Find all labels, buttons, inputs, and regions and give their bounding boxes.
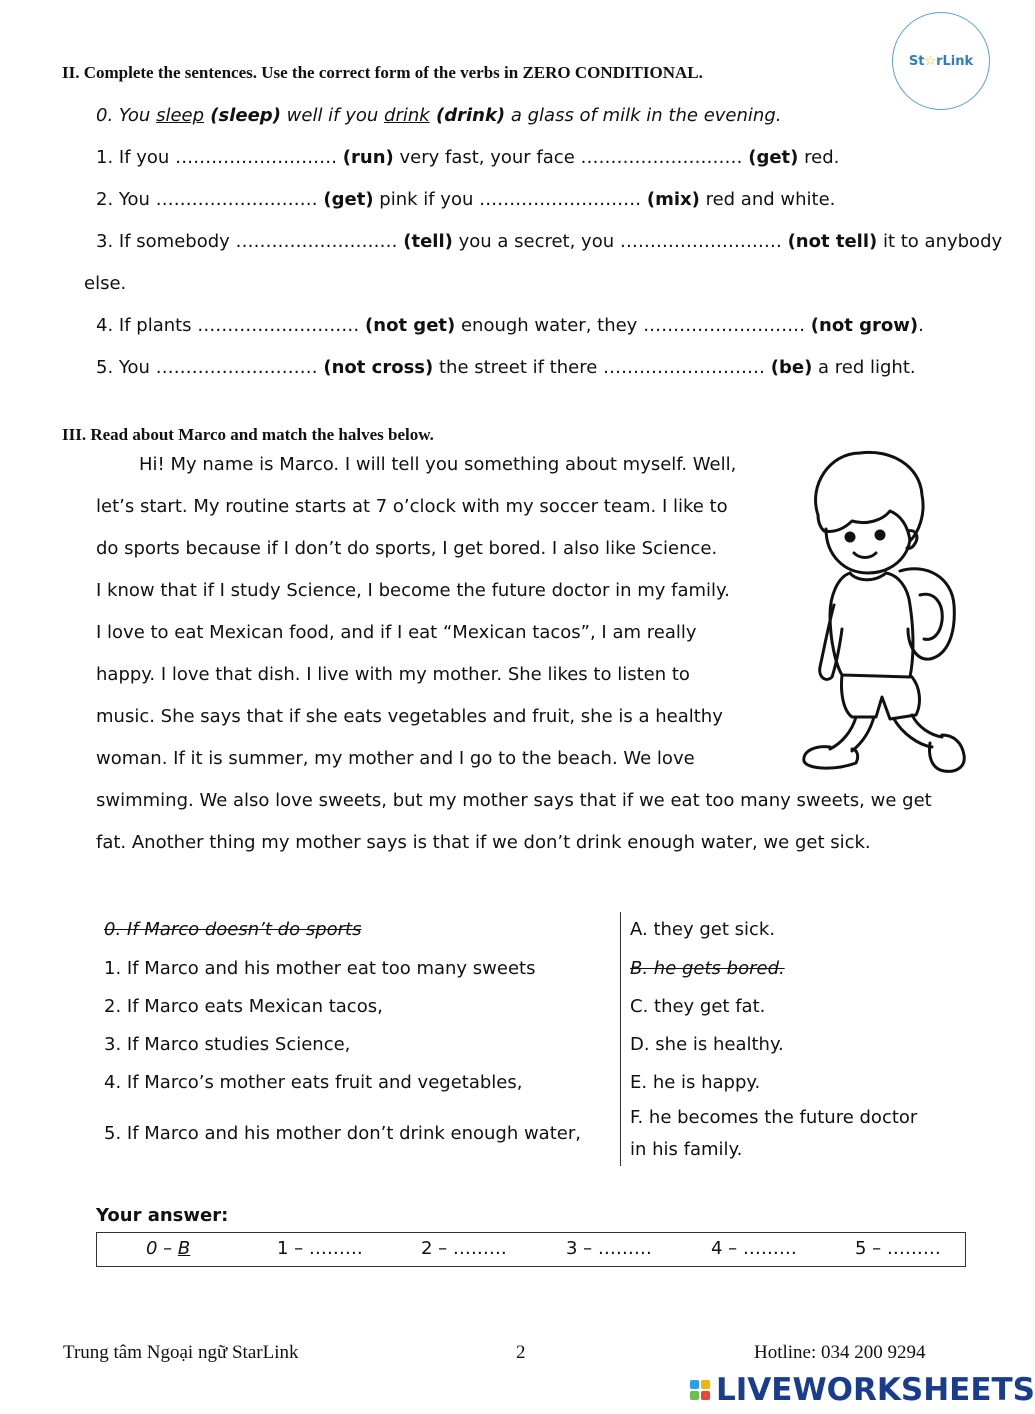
watermark-text: LIVEWORKSHEETS xyxy=(716,1372,1035,1408)
passage-line: happy. I love that dish. I live with my mother. She likes to listen to xyxy=(96,664,690,685)
starlink-logo xyxy=(892,12,990,110)
right-item-a: A. they get sick. xyxy=(630,919,776,940)
passage-line: do sports because if I don’t do sports, I get bored. I also like Science. xyxy=(96,538,718,559)
right-item-b: B. he gets bored. xyxy=(630,958,785,979)
left-item-0: 0. If Marco doesn’t do sports xyxy=(104,919,362,940)
question-5: 5. You ……………………… (not cross) the street if there ……………………… (be) a red light. xyxy=(96,357,916,378)
right-item-c: C. they get fat. xyxy=(630,996,766,1017)
answer-2[interactable]: 2 – ……… xyxy=(421,1238,507,1259)
answer-4[interactable]: 4 – ……… xyxy=(711,1238,797,1259)
passage-line: let’s start. My routine starts at 7 o’clock with my soccer team. I like to xyxy=(96,496,728,517)
question-2: 2. You ……………………… (get) pink if you ……………………… (mix) red and white. xyxy=(96,189,836,210)
blank-field[interactable]: ……………………… xyxy=(643,315,806,336)
blank-field[interactable]: ……………………… xyxy=(580,147,743,168)
left-item-3: 3. If Marco studies Science, xyxy=(104,1034,351,1055)
page-number: 2 xyxy=(516,1342,526,1363)
example-sentence: 0. You sleep (sleep) well if you drink (drink) a glass of milk in the evening. xyxy=(96,105,782,126)
right-item-d: D. she is healthy. xyxy=(630,1034,784,1055)
passage-line: I know that if I study Science, I become the future doctor in my family. xyxy=(96,580,730,601)
blank-field[interactable]: ……………………… xyxy=(235,231,398,252)
left-item-1: 1. If Marco and his mother eat too many sweets xyxy=(104,958,536,979)
blank-field[interactable]: ……………………… xyxy=(479,189,642,210)
right-item-e: E. he is happy. xyxy=(630,1072,761,1093)
blank-field[interactable]: ……………………… xyxy=(197,315,360,336)
question-3-continued: else. xyxy=(84,273,127,294)
passage-line: music. She says that if she eats vegetables and fruit, she is a healthy xyxy=(96,706,723,727)
passage-line: I love to eat Mexican food, and if I eat “Mexican tacos”, I am really xyxy=(96,622,697,643)
question-1: 1. If you ……………………… (run) very fast, your face ……………………… (get) red. xyxy=(96,147,840,168)
question-4: 4. If plants ……………………… (not get) enough water, they ……………………… (not grow). xyxy=(96,315,924,336)
right-item-f-continued: in his family. xyxy=(630,1139,743,1160)
blank-field[interactable]: ……………………… xyxy=(155,189,318,210)
boy-walking-illustration xyxy=(790,445,970,785)
footer-hotline: Hotline: 034 200 9294 xyxy=(754,1342,926,1363)
match-divider xyxy=(620,912,621,1166)
logo-text-start: St xyxy=(908,53,925,69)
answer-3[interactable]: 3 – ……… xyxy=(566,1238,652,1259)
left-item-2: 2. If Marco eats Mexican tacos, xyxy=(104,996,383,1017)
right-item-f: F. he becomes the future doctor xyxy=(630,1107,918,1128)
logo-star-icon: ☆ xyxy=(924,53,937,69)
liveworksheets-logo-icon xyxy=(690,1380,710,1400)
answer-0: 0 – B xyxy=(146,1238,191,1259)
answer-1[interactable]: 1 – ……… xyxy=(277,1238,363,1259)
passage-line: woman. If it is summer, my mother and I go to the beach. We love xyxy=(96,748,695,769)
blank-field[interactable]: ……………………… xyxy=(619,231,782,252)
passage-line: Hi! My name is Marco. I will tell you something about myself. Well, xyxy=(139,454,737,475)
blank-field[interactable]: ……………………… xyxy=(175,147,338,168)
left-item-5: 5. If Marco and his mother don’t drink enough water, xyxy=(104,1123,581,1144)
passage-line: swimming. We also love sweets, but my mother says that if we eat too many sweets, we get xyxy=(96,790,932,811)
passage-line: fat. Another thing my mother says is that if we don’t drink enough water, we get sick. xyxy=(96,832,871,853)
blank-field[interactable]: ……………………… xyxy=(155,357,318,378)
section2-heading: II. Complete the sentences. Use the correct form of the verbs in ZERO CONDITIONAL. xyxy=(62,63,703,82)
logo-text-end: rLink xyxy=(936,53,974,69)
blank-field[interactable]: ……………………… xyxy=(603,357,766,378)
footer-center-name: Trung tâm Ngoại ngữ StarLink xyxy=(63,1342,299,1363)
left-item-4: 4. If Marco’s mother eats fruit and vegetables, xyxy=(104,1072,523,1093)
question-3: 3. If somebody ……………………… (tell) you a secret, you ……………………… (not tell) it to anybody xyxy=(96,231,1003,252)
section3-heading: III. Read about Marco and match the halves below. xyxy=(62,425,434,444)
liveworksheets-watermark xyxy=(690,1372,1035,1408)
answer-5[interactable]: 5 – ……… xyxy=(855,1238,941,1259)
answer-box xyxy=(96,1232,966,1267)
your-answer-label: Your answer: xyxy=(96,1205,229,1226)
